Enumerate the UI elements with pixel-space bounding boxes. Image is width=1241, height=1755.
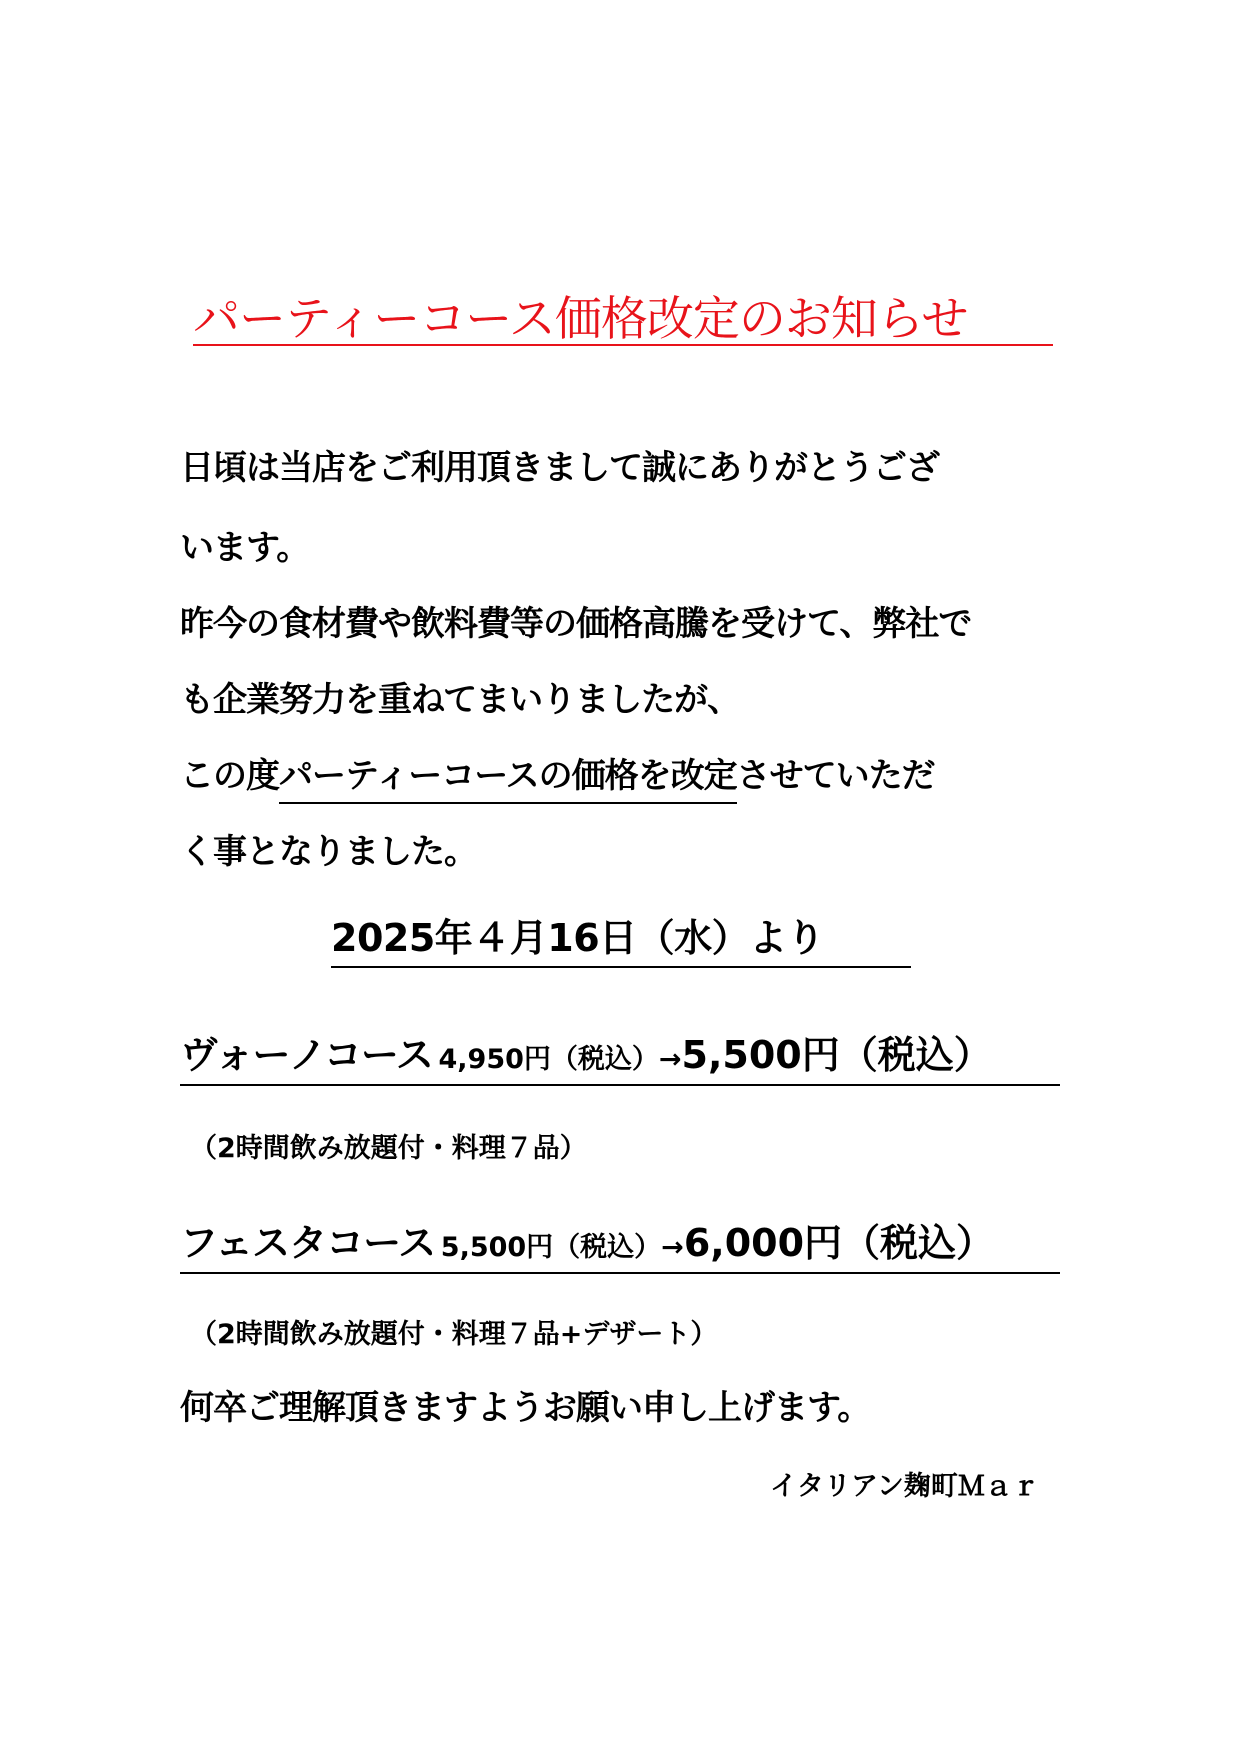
course-note: （2時間飲み放題付・料理７品） bbox=[190, 1133, 587, 1164]
body-line-5 bbox=[180, 756, 1080, 796]
body-line-4: も企業努力を重ねてまいりましたが、 bbox=[180, 680, 741, 720]
body-line-5-prefix: この度 bbox=[180, 756, 279, 796]
body-line-1: 日頃は当店をご利用頂きまして誠にありがとうござ bbox=[180, 448, 939, 488]
body-line-2: います。 bbox=[180, 528, 310, 568]
body-line-5-suffix: させていただ bbox=[736, 756, 935, 796]
date-underline bbox=[331, 966, 911, 968]
old-price: 4,950円（税込）→ bbox=[438, 1044, 682, 1075]
body-line-6: く事となりました。 bbox=[180, 832, 477, 872]
course-name: ヴォーノコース bbox=[180, 1033, 433, 1077]
new-price: 5,500円（税込） bbox=[681, 1033, 992, 1077]
notice-title: パーティーコース価格改定のお知らせ bbox=[193, 292, 968, 347]
body-line-3: 昨今の食材費や飲料費等の価格高騰を受けて、弊社で bbox=[180, 604, 972, 644]
underlined-phrase: パーティーコースの価格を改定 bbox=[279, 756, 737, 804]
course-underline bbox=[180, 1084, 1060, 1086]
course-row-festa bbox=[180, 1220, 1060, 1274]
old-price: 5,500円（税込）→ bbox=[440, 1232, 684, 1263]
title-underline bbox=[193, 344, 1053, 346]
closing-message: 何卒ご理解頂きますようお願い申し上げます。 bbox=[180, 1388, 871, 1428]
new-price: 6,000円（税込） bbox=[683, 1221, 995, 1265]
course-underline bbox=[180, 1272, 1060, 1274]
course-row-vono bbox=[180, 1032, 1060, 1086]
restaurant-signature: イタリアン麹町Ｍａｒ bbox=[770, 1471, 1039, 1502]
effective-date: 2025年４月16日（水）より bbox=[331, 916, 825, 960]
course-note: （2時間飲み放題付・料理７品+デザート） bbox=[190, 1319, 718, 1350]
course-name: フェスタコース bbox=[180, 1221, 436, 1265]
